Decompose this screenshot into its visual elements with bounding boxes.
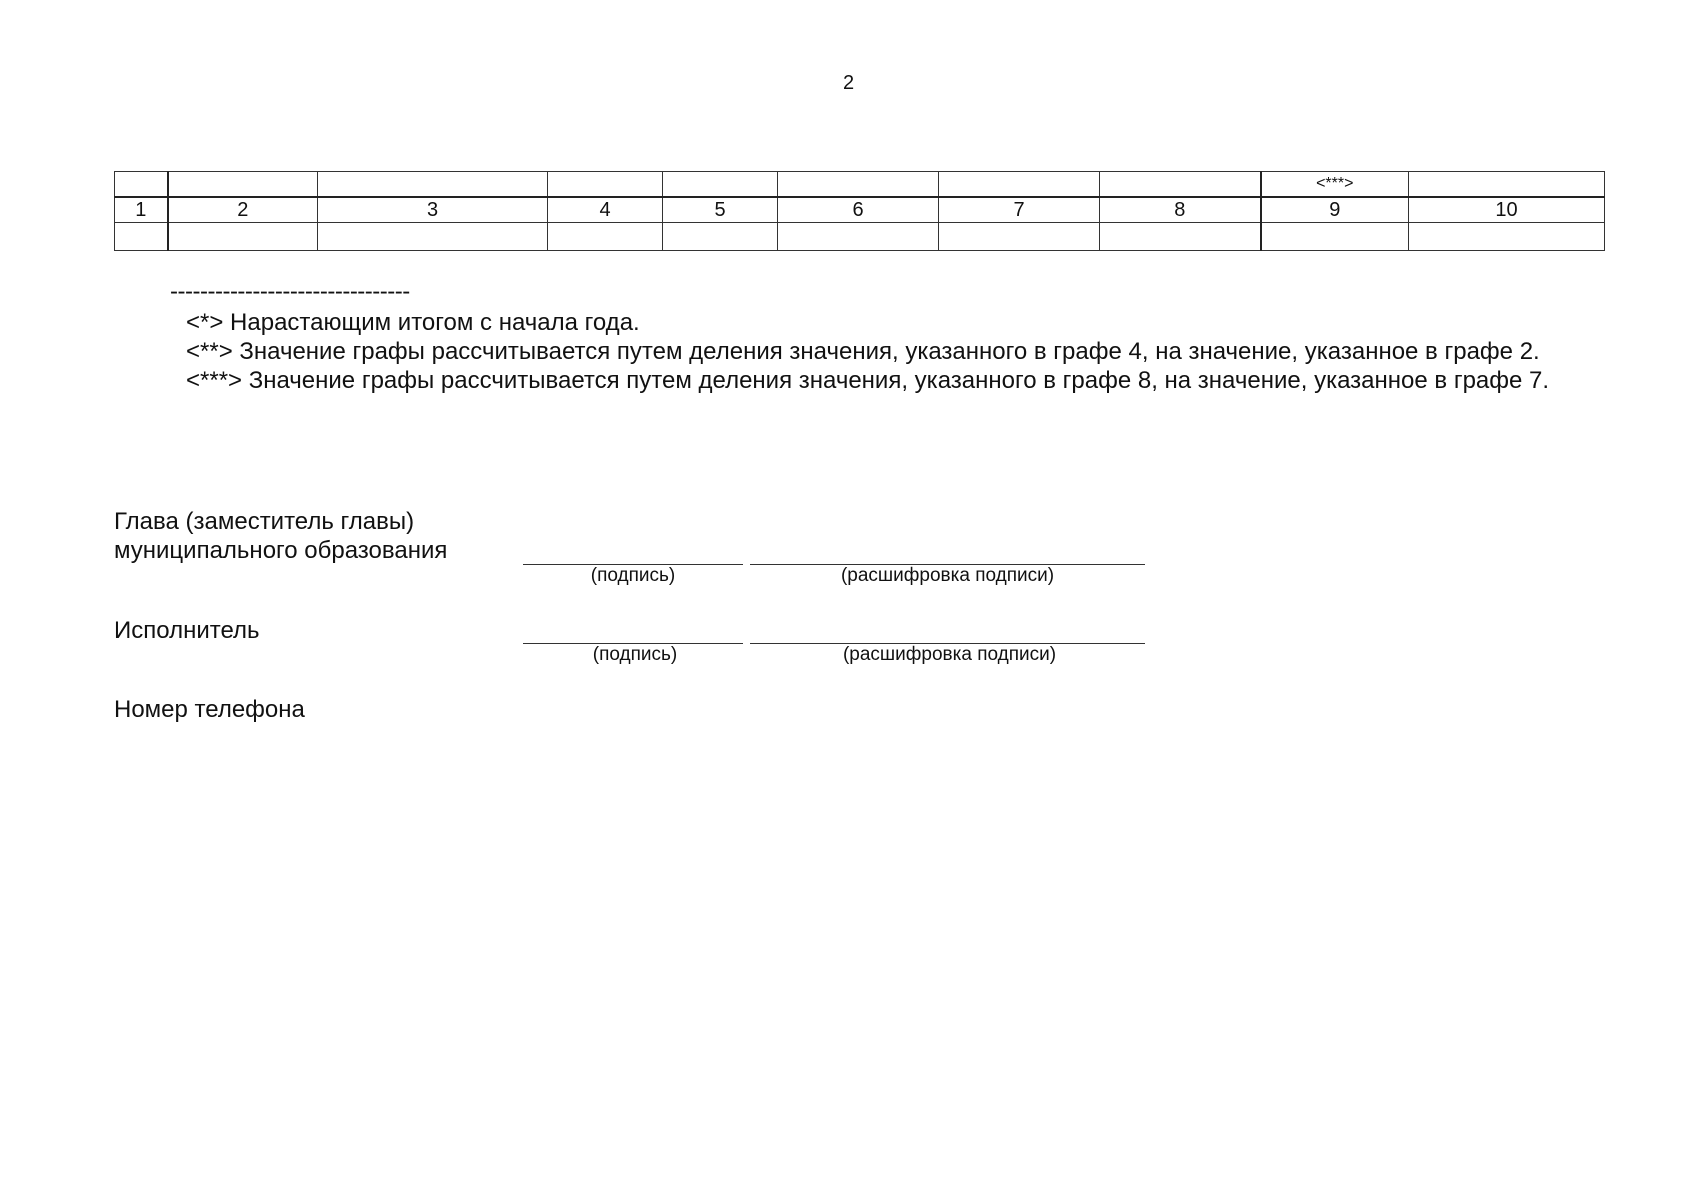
table-cell (663, 223, 778, 251)
table-cell (168, 223, 318, 251)
table-cell (318, 172, 548, 198)
head-decryption-caption: (расшифровка подписи) (840, 565, 1055, 586)
table-column-numbers-row (115, 197, 1605, 223)
table-cell (939, 172, 1100, 198)
table-cell (1409, 172, 1605, 198)
table-header-row (115, 172, 1605, 198)
table-cell (1100, 223, 1261, 251)
head-label-line2: муниципального образования (114, 537, 448, 564)
phone-label: Номер телефона (114, 696, 305, 723)
column-number-cell: 2 (168, 197, 318, 223)
head-label-line1: Глава (заместитель главы) (114, 508, 415, 535)
table-cell (778, 223, 939, 251)
column-number-cell: 3 (318, 197, 548, 223)
table-cell (548, 172, 663, 198)
table-cell (1409, 223, 1605, 251)
column-number-cell: 1 (115, 197, 168, 223)
footnote-separator: -------------------------------- (170, 278, 410, 305)
footnote-3: <***> Значение графы рассчитывается путем деления значения, указанного в графе 8, на значение, указанное в графе 7. (186, 367, 1550, 394)
head-signature-caption: (подпись) (590, 565, 676, 586)
column-number-cell: 8 (1100, 197, 1261, 223)
column-number-cell: 6 (778, 197, 939, 223)
table-cell (115, 223, 168, 251)
page-number: 2 (842, 72, 855, 94)
footnote-2: <**> Значение графы рассчитывается путем деления значения, указанного в графе 4, на значение, указанное в графе 2. (186, 338, 1540, 365)
column-number-cell: 9 (1261, 197, 1409, 223)
table-cell (1100, 172, 1261, 198)
executor-label: Исполнитель (114, 617, 260, 644)
footnotes (114, 278, 1585, 395)
column-number-cell: 5 (663, 197, 778, 223)
table-cell (115, 172, 168, 198)
table-cell: <***> (1261, 172, 1409, 198)
column-number-cell: 7 (939, 197, 1100, 223)
report-table (114, 171, 1605, 251)
table-row (115, 223, 1605, 251)
footnote-1: <*> Нарастающим итогом с начала года. (186, 309, 640, 336)
table-cell (663, 172, 778, 198)
executor-decryption-caption: (расшифровка подписи) (842, 644, 1057, 665)
table-cell (939, 223, 1100, 251)
table-cell (168, 172, 318, 198)
column-number-cell: 4 (548, 197, 663, 223)
executor-signature-caption: (подпись) (592, 644, 678, 665)
table-cell (1261, 223, 1409, 251)
column-number-cell: 10 (1409, 197, 1605, 223)
table-cell (778, 172, 939, 198)
table-cell (318, 223, 548, 251)
table-cell (548, 223, 663, 251)
